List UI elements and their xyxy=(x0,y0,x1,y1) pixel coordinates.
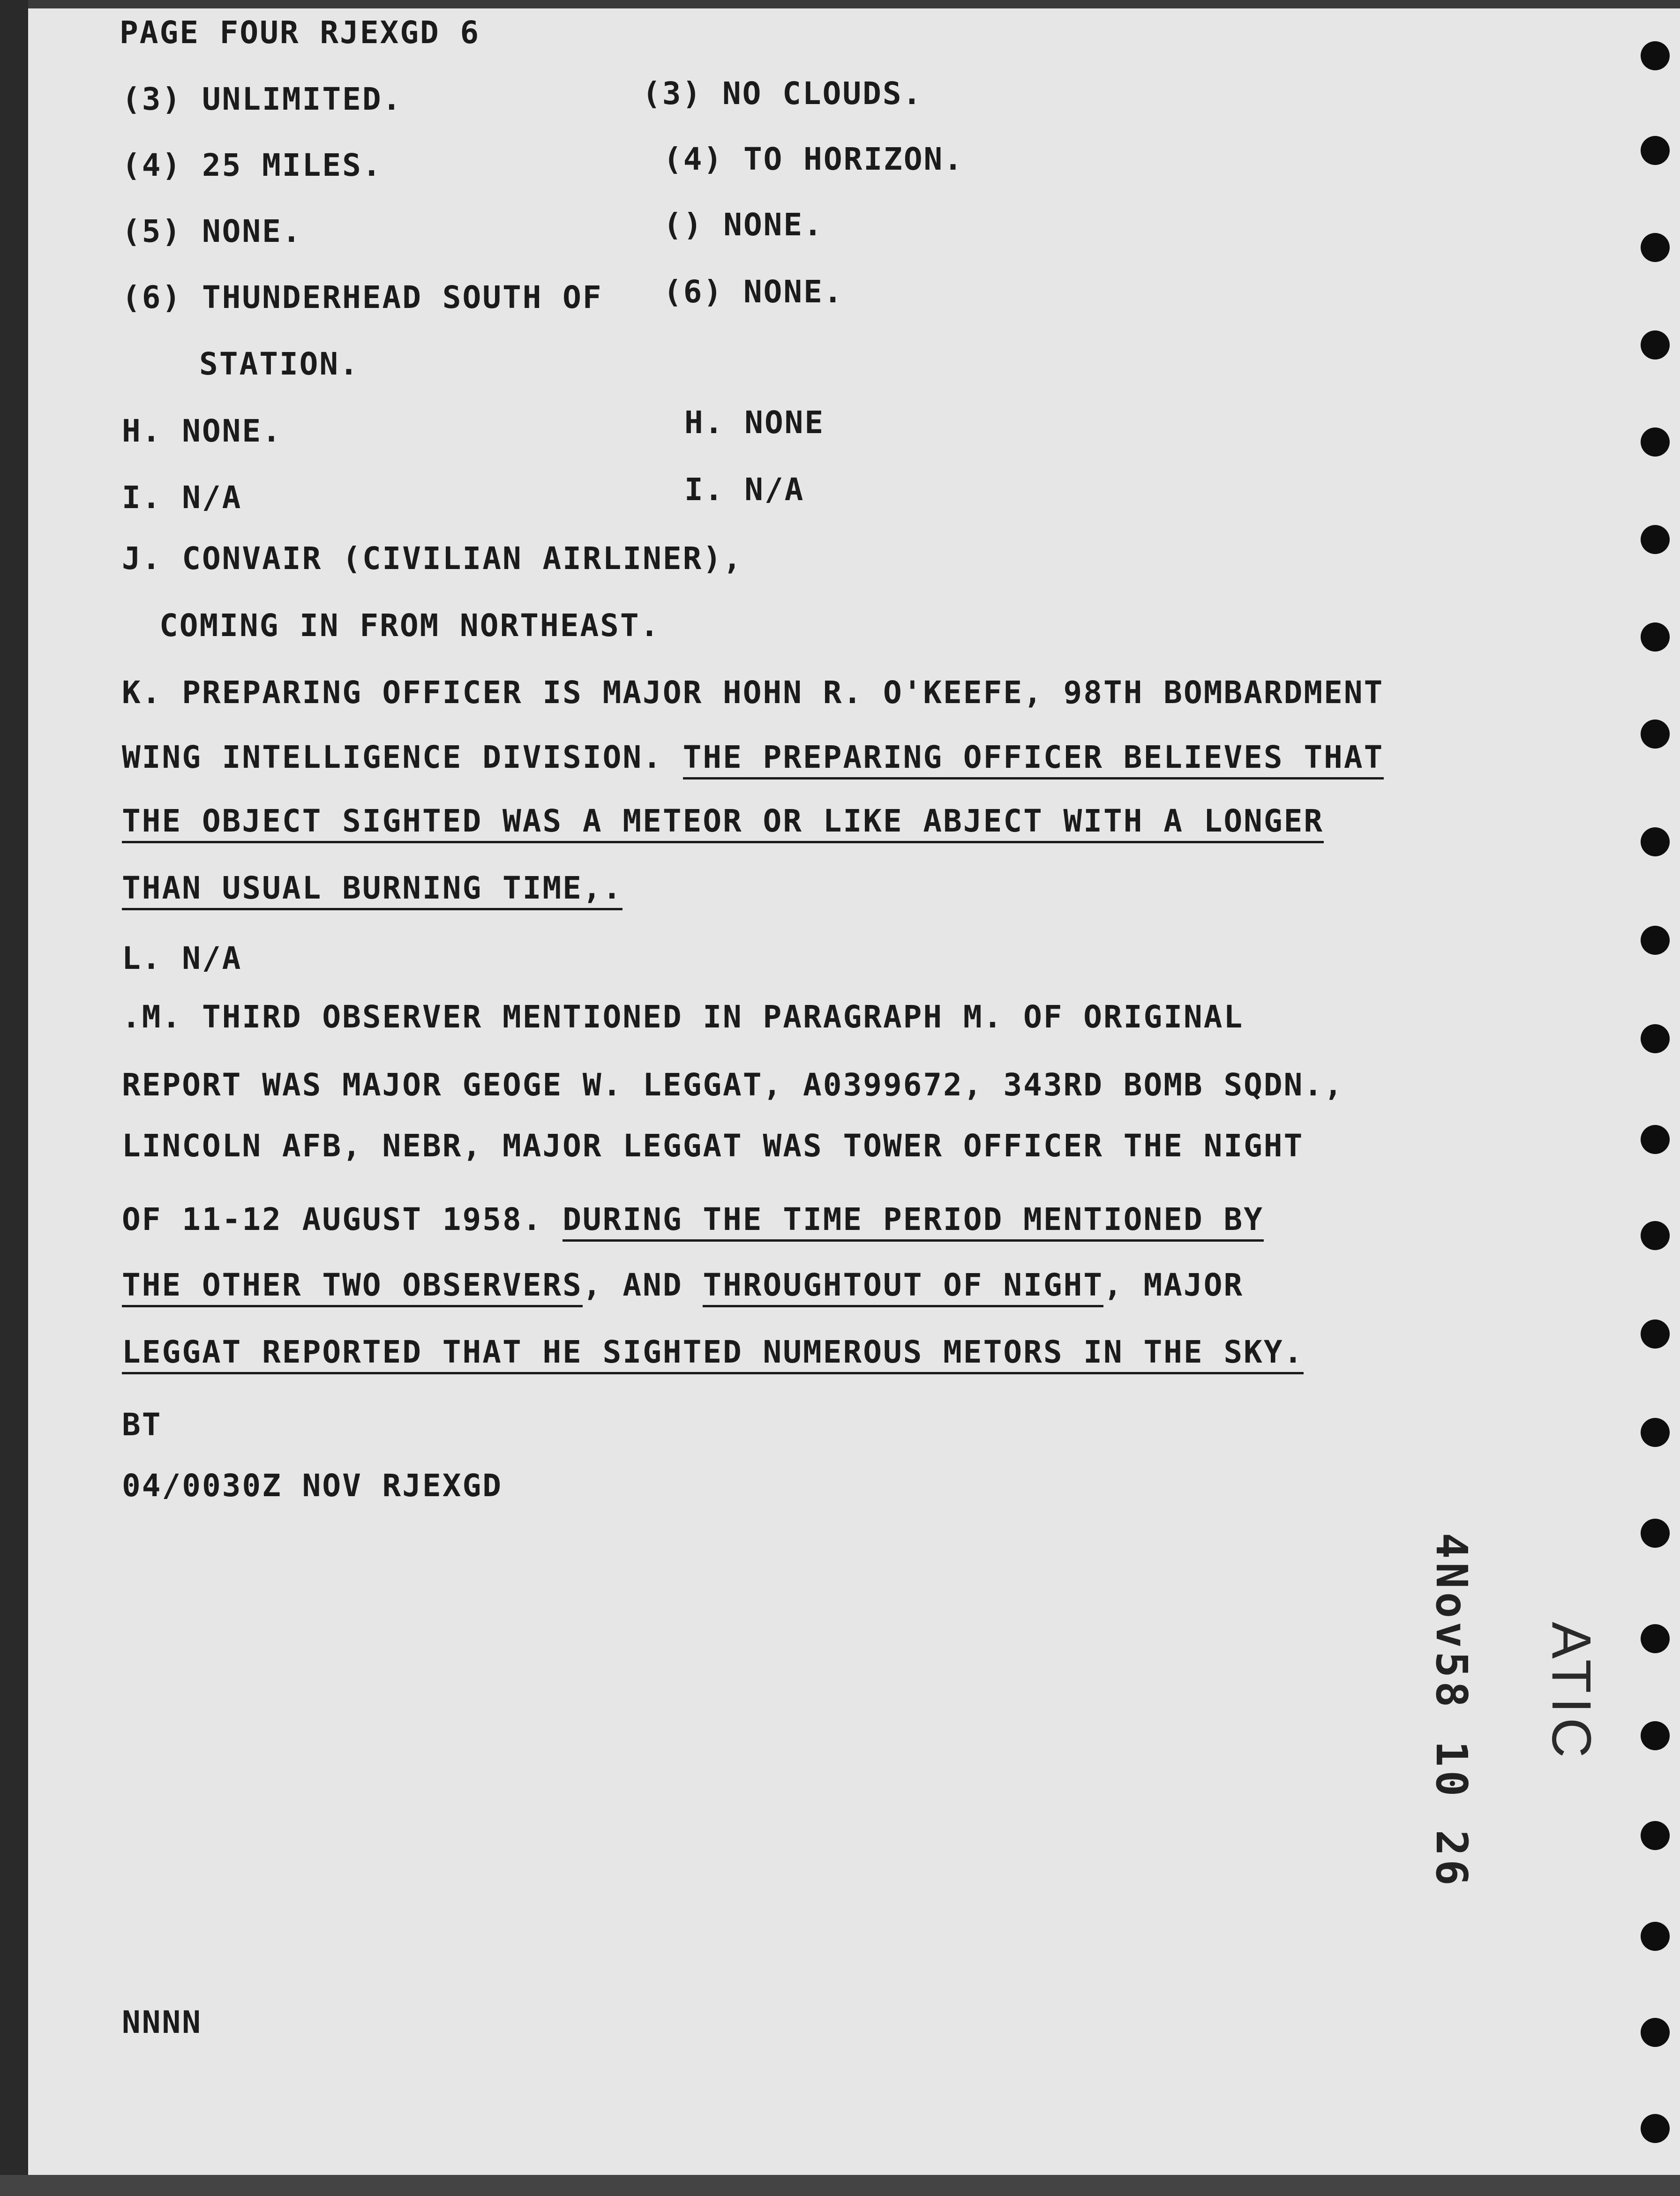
binder-hole xyxy=(1641,330,1670,360)
row-i-left: I. N/A xyxy=(122,480,242,516)
para-m-line-6-underlined xyxy=(122,1334,1304,1374)
end-of-message: NNNN xyxy=(122,2004,202,2040)
row-6-left-continuation: STATION. xyxy=(199,346,360,382)
para-j-line-1: J. CONVAIR (CIVILIAN AIRLINER), xyxy=(122,540,743,577)
para-k-line-3 xyxy=(122,802,1324,840)
binder-hole xyxy=(1641,720,1670,749)
para-k-line-1: K. PREPARING OFFICER IS MAJOR HOHN R. O'KEEFE, 98TH BOMBARDMENT xyxy=(122,675,1384,711)
para-m-line-5-underlined-a: THE OTHER TWO OBSERVERS xyxy=(122,1267,583,1307)
date-time-group: 04/0030Z NOV RJEXGD xyxy=(122,1468,502,1504)
row-h-left: H. NONE. xyxy=(122,413,282,449)
binder-hole xyxy=(1641,1024,1670,1053)
binder-hole xyxy=(1641,233,1670,262)
para-k-line-2-underlined: THE PREPARING OFFICER BELIEVES THAT xyxy=(683,739,1384,779)
binder-hole xyxy=(1641,2114,1670,2143)
binder-hole xyxy=(1641,1624,1670,1653)
bottom-scan-edge xyxy=(0,2175,1680,2196)
row-6-right: (6) NONE. xyxy=(663,274,844,310)
binder-hole xyxy=(1641,1519,1670,1548)
para-m-line-3: LINCOLN AFB, NEBR, MAJOR LEGGAT WAS TOWER OFFICER THE NIGHT xyxy=(122,1128,1304,1164)
atic-stamp: ATIC xyxy=(1540,1622,1602,1763)
binder-hole xyxy=(1641,136,1670,165)
binder-hole xyxy=(1641,926,1670,955)
para-m-line-4-plain: OF 11-12 AUGUST 1958. xyxy=(122,1201,563,1237)
para-k-line-2-plain: WING INTELLIGENCE DIVISION. xyxy=(122,739,683,775)
para-m-line-6-b: THAT HE SIGHTED NUMEROUS METORS IN THE SKY. xyxy=(422,1334,1304,1370)
received-date-stamp: 4Nov58 10 26 xyxy=(1426,1533,1477,1889)
row-4-right: (4) TO HORIZON. xyxy=(663,141,964,177)
binder-hole xyxy=(1641,827,1670,856)
binder-hole xyxy=(1641,1721,1670,1750)
para-m-line-2: REPORT WAS MAJOR GEOGE W. LEGGAT, A0399672, 343RD BOMB SQDN., xyxy=(122,1067,1344,1103)
top-scan-edge xyxy=(28,0,1680,8)
row-5-right: () NONE. xyxy=(663,207,824,243)
para-m-line-5-underlined-b: THROUGHTOUT OF NIGHT xyxy=(703,1267,1103,1307)
para-m-line-1: .M. THIRD OBSERVER MENTIONED IN PARAGRAPH M. OF ORIGINAL xyxy=(122,999,1244,1035)
binder-hole xyxy=(1641,622,1670,652)
para-k-line-3-underlined: THE OBJECT SIGHTED WAS A METEOR OR LIKE ABJECT WITH A LONGER xyxy=(122,803,1324,843)
para-k-line-4-underlined: THAN USUAL BURNING TIME,. xyxy=(122,870,622,910)
binder-hole xyxy=(1641,41,1670,70)
para-m-line-4-underlined: DURING THE TIME PERIOD MENTIONED BY xyxy=(562,1201,1264,1242)
para-m-line-4 xyxy=(122,1201,1264,1238)
para-j-line-2: COMING IN FROM NORTHEAST. xyxy=(159,607,660,644)
binder-hole xyxy=(1641,1319,1670,1349)
row-i-right: I. N/A xyxy=(684,472,805,508)
para-m-line-6 xyxy=(122,1334,1304,1371)
row-4-left: (4) 25 MILES. xyxy=(122,147,382,183)
para-m-line-5-plain-b: , MAJOR xyxy=(1103,1267,1244,1303)
binder-hole xyxy=(1641,1418,1670,1447)
para-m-line-5 xyxy=(122,1267,1244,1304)
para-m-line-5-plain-a: , AND xyxy=(582,1267,703,1303)
binder-hole xyxy=(1641,2018,1670,2047)
para-l: L. N/A xyxy=(122,940,242,976)
binder-hole xyxy=(1641,1922,1670,1951)
para-k-line-4 xyxy=(122,869,622,907)
row-6-left: (6) THUNDERHEAD SOUTH OF xyxy=(122,279,603,315)
bt-marker: BT xyxy=(122,1407,162,1443)
binder-hole xyxy=(1641,1821,1670,1850)
binder-hole xyxy=(1641,1221,1670,1250)
row-3-right: (3) NO CLOUDS. xyxy=(642,75,923,112)
row-3-left: (3) UNLIMITED. xyxy=(122,81,403,117)
binder-hole xyxy=(1641,525,1670,554)
para-m-line-6-a: LEGGAT REPORTED xyxy=(122,1334,423,1370)
binder-hole xyxy=(1641,427,1670,457)
row-5-left: (5) NONE. xyxy=(122,213,302,249)
binder-hole xyxy=(1641,1125,1670,1154)
row-h-right: H. NONE xyxy=(684,405,825,441)
page-header: PAGE FOUR RJEXGD 6 xyxy=(120,15,480,51)
para-k-line-2 xyxy=(122,739,1384,776)
left-scan-edge xyxy=(0,0,28,2196)
